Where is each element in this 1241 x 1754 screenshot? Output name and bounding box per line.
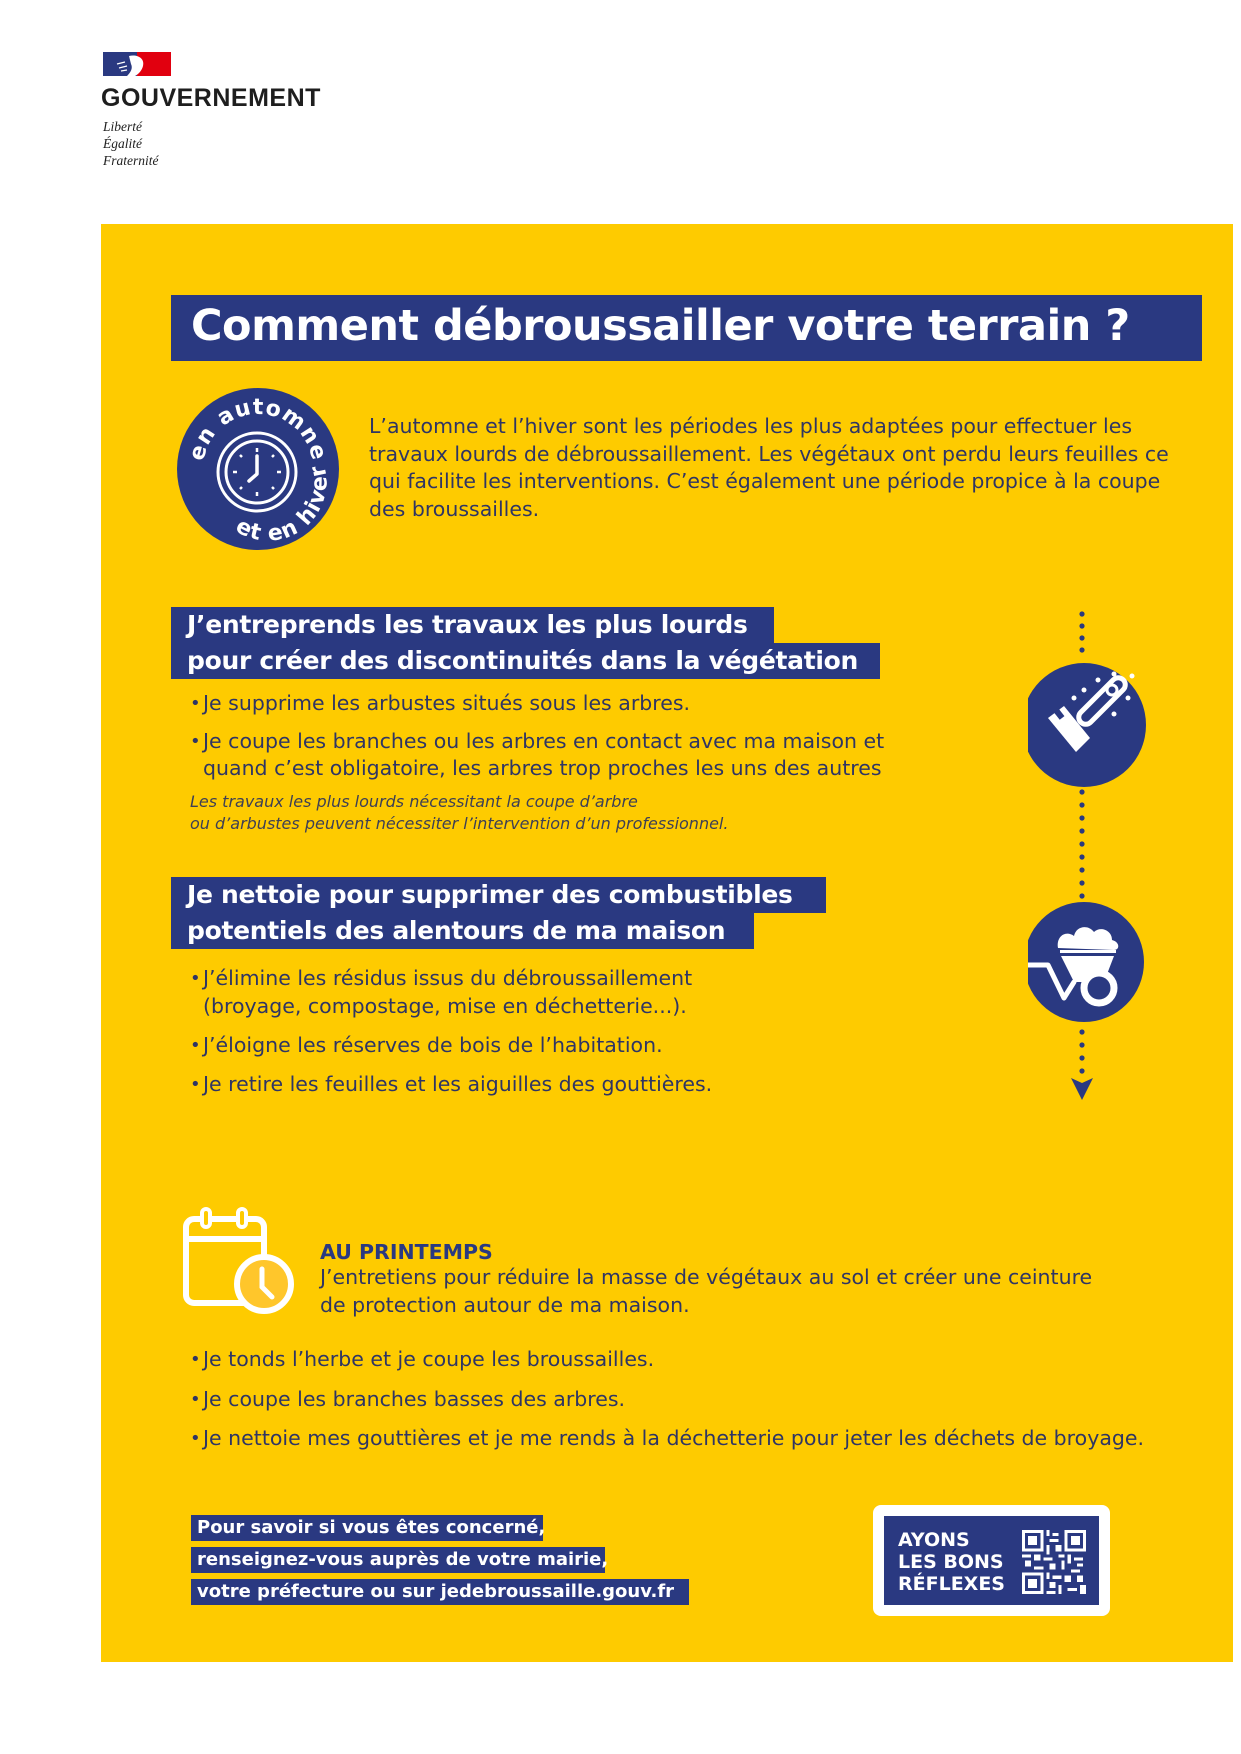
section1-heading-text1: J’entreprends les travaux les plus lourds <box>187 610 748 639</box>
qr-line: LES BONS <box>898 1551 1004 1573</box>
list-item: • J’éloigne les réserves de bois de l’habitation. <box>190 1032 750 1060</box>
intro-paragraph: L’automne et l’hiver sont les périodes les plus adaptées pour effectuer les travaux lourds de débroussaillement. Les végétaux ont perdu leurs feuilles ce qui facilite les interventions. C’est également une période propice à la coupe des broussailles. <box>369 414 1169 521</box>
motto-fraternite: Fraternité <box>103 153 159 168</box>
svg-text:en automne: en automne <box>184 394 332 464</box>
section1-heading-line1 <box>171 607 774 643</box>
section2-heading-text1: Je nettoie pour supprimer des combustibles <box>187 880 793 909</box>
section2-heading-text2: potentiels des alentours de ma maison <box>187 916 726 945</box>
list-item: • Je coupe les branches basses des arbres. <box>190 1386 1200 1414</box>
list-item: • Je coupe les branches ou les arbres en contact avec ma maison et quand c’est obligatoire, les arbres trop proches les uns des autres <box>190 728 950 783</box>
section2-heading-line2 <box>171 913 754 949</box>
page-title-box <box>171 295 1202 361</box>
section1-heading-line2 <box>171 643 880 679</box>
note-line: ou d’arbustes peuvent nécessiter l’intervention d’un professionnel. <box>190 814 729 833</box>
qr-card <box>873 1505 1110 1616</box>
motto-liberte: Liberté <box>103 119 142 134</box>
qr-line: RÉFLEXES <box>898 1573 1005 1595</box>
note-line: Les travaux les plus lourds nécessitant la coupe d’arbre <box>190 792 638 811</box>
svg-text:et en hiver: et en hiver <box>231 462 333 547</box>
section1-bullet-list <box>190 690 950 783</box>
list-item: • Je tonds l’herbe et je coupe les broussailles. <box>190 1346 1200 1374</box>
page-title: Comment débroussailler votre terrain ? <box>191 301 1130 351</box>
list-item: • Je retire les feuilles et les aiguilles des gouttières. <box>190 1071 750 1099</box>
section1-note <box>190 791 728 835</box>
season-badge-clock-icon <box>175 386 341 552</box>
qr-line: AYONS <box>898 1529 970 1551</box>
motto-egalite: Égalité <box>103 136 142 151</box>
marianne-flag-logo <box>103 52 171 76</box>
info-line <box>191 1547 609 1573</box>
info-line <box>191 1515 546 1541</box>
wheelbarrow-icon <box>1028 902 1144 1022</box>
qr-card-text <box>898 1529 1005 1595</box>
section1-heading-text2: pour créer des discontinuités dans la végétation <box>187 646 859 675</box>
info-text: Pour savoir si vous êtes concerné, <box>197 1517 546 1538</box>
section2-bullet-list <box>190 965 750 1098</box>
chainsaw-icon <box>1028 663 1146 787</box>
list-item: • Je supprime les arbustes situés sous les arbres. <box>190 690 950 718</box>
republic-motto <box>103 118 159 169</box>
list-item: • J’élimine les résidus issus du débroussaillement (broyage, compostage, mise en déchetterie...). <box>190 965 750 1020</box>
timeline-graphic <box>1028 610 1148 1110</box>
qr-code-icon[interactable] <box>1022 1530 1086 1594</box>
info-line-link[interactable] <box>191 1579 689 1605</box>
spring-intro: J’entretiens pour réduire la masse de végétaux au sol et créer une ceinture de protection autour de ma maison. <box>320 1265 1093 1317</box>
info-text: renseignez-vous auprès de votre mairie, <box>197 1549 609 1570</box>
spring-heading: AU PRINTEMPS <box>320 1240 493 1264</box>
calendar-clock-icon <box>182 1207 300 1317</box>
section2-heading-line1 <box>171 877 826 913</box>
qr-card-inner <box>884 1516 1099 1605</box>
list-item: • Je nettoie mes gouttières et je me rends à la déchetterie pour jeter les déchets de broyage. <box>190 1425 1200 1453</box>
government-wordmark: GOUVERNEMENT <box>101 84 321 112</box>
spring-bullet-list <box>190 1346 1200 1453</box>
website-link[interactable]: votre préfecture ou sur jedebroussaille.gouv.fr <box>197 1581 675 1602</box>
